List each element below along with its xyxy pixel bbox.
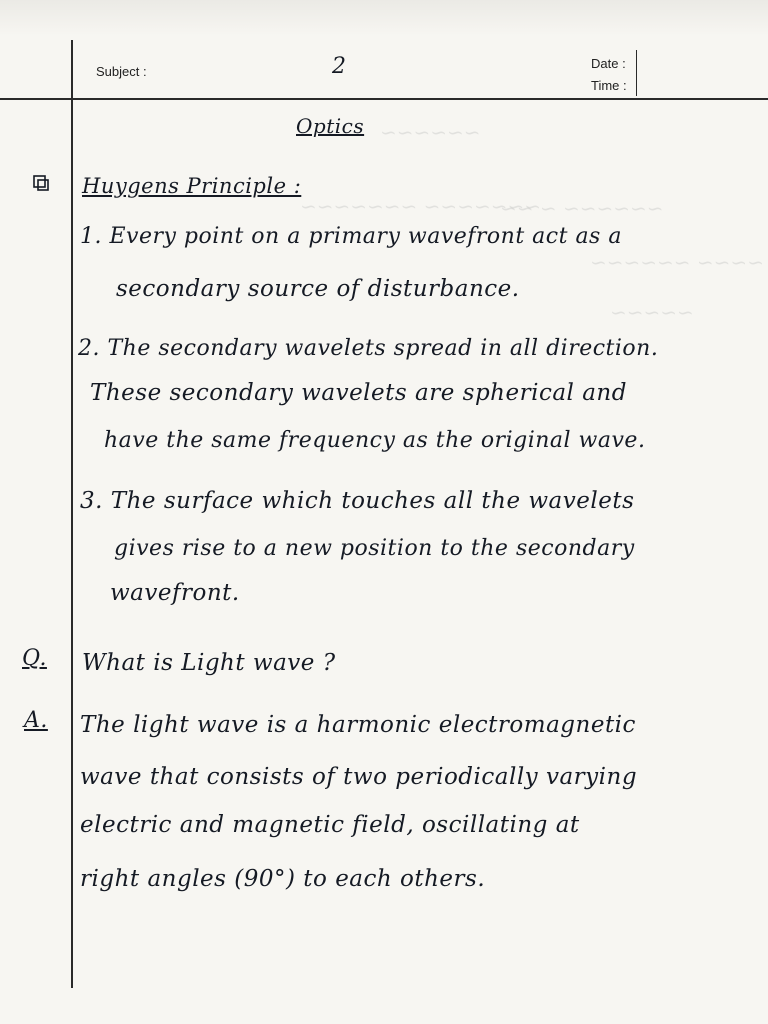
huygens-line: gives rise to a new position to the secondary (114, 536, 635, 561)
bleed-through: ~~~~~~~ ~~~~~~~ (300, 194, 541, 218)
answer-line: right angles (90°) to each others. (80, 866, 486, 892)
huygens-line: have the same frequency as the original wave. (104, 428, 646, 453)
huygens-line: 1. Every point on a primary wavefront act as a (80, 224, 622, 249)
page-number: 2 (332, 54, 347, 79)
subject-label: Subject : (96, 64, 147, 79)
margin-rule (71, 40, 73, 988)
answer-line: electric and magnetic field, oscillating at (80, 812, 580, 838)
answer-line: The light wave is a harmonic electromagnetic (80, 712, 636, 738)
page-title: Optics (296, 114, 365, 138)
bleed-through: ~~~~~~ (380, 120, 481, 144)
time-label: Time : (591, 78, 627, 93)
section-heading: Huygens Principle : (82, 174, 302, 198)
question-text: What is Light wave ? (82, 650, 336, 676)
bleed-through: ~~~~~~ ~ ~~ (500, 196, 664, 220)
huygens-line: 2. The secondary wavelets spread in all direction. (78, 336, 659, 361)
answer-line: wave that consists of two periodically varying (80, 764, 638, 790)
huygens-line: These secondary wavelets are spherical and (90, 380, 627, 406)
huygens-line: secondary source of disturbance. (116, 276, 520, 302)
huygens-line: wavefront. (110, 580, 240, 606)
date-box-divider (636, 50, 637, 96)
answer-marker: A. (24, 708, 48, 733)
huygens-line: 3. The surface which touches all the wavelets (80, 488, 635, 514)
bullet-square-icon (32, 174, 50, 192)
header-rule (0, 98, 768, 100)
bleed-through: ~~~~~ (610, 300, 694, 324)
bleed-through: ~~~~ ~~~~~~ (590, 250, 764, 274)
page-edge-shadow (0, 0, 768, 36)
date-label: Date : (591, 56, 626, 71)
question-marker: Q. (22, 646, 47, 671)
